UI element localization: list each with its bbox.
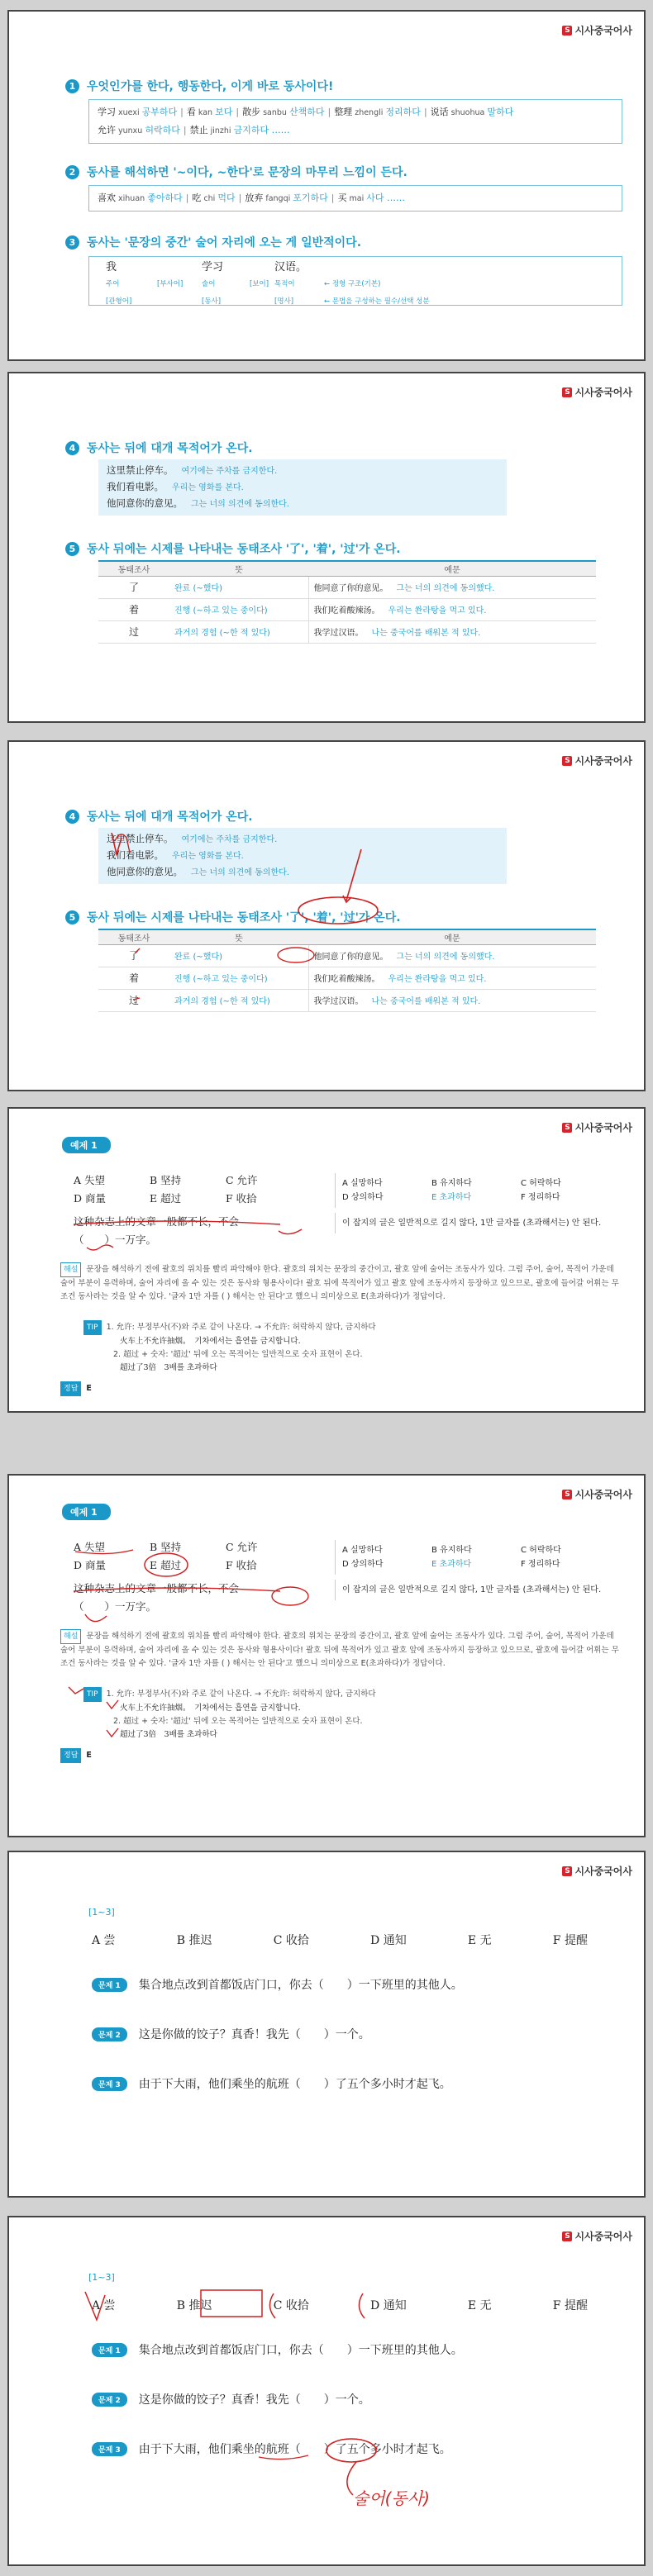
tips: TIP 1. 允许: 부정부사(不)와 주로 같이 나온다. → 不允许: 허락하지 않다, 금지하다 火车上不允许抽烟。 기차에서는 흡연을 금지합니다. 2. 超过 + 숫자: '超过' 뒤에 오는 목적어는 일반적으로 숫자 표현이 온다. 超过了3倍 3배를 초과하다 (83, 1687, 612, 1742)
question-range: [1~3] (88, 2272, 115, 2283)
section-heading-3: 3 동사는 '문장의 중간' 술어 자리에 오는 게 일반적이다. (65, 234, 361, 250)
word-options: A 尝 B 推迟 C 收拾 D 通知 E 无 F 提醒 (92, 2299, 588, 2312)
table-row: 着 진행 (~하고 있는 중이다) 我们吃着酸辣汤。 우리는 쏸라탕을 먹고 있다. (98, 598, 596, 620)
verb-entry: 散步 sanbu 산책하다 (242, 107, 325, 117)
section-heading-4: 4 동사는 뒤에 대개 목적어가 온다. (65, 808, 253, 825)
question-2: 문제 2 这是你做的饺子？真香！我先（ ）一个。 (92, 2026, 370, 2042)
verb-examples-box-2: 喜欢 xihuan 좋아하다 | 吃 chi 먹다 | 放弃 fangqi 포기하다 | 买 mai 사다 …… (88, 185, 622, 211)
brand-logo: S 시사중국어사 (562, 1864, 632, 1878)
question-translation: 이 잡지의 글은 일반적으로 길지 않다, 1만 글자를 (초과해서는) 안 된다. (335, 1213, 624, 1233)
answer-choices-korean: A 실망하다 B 유지하다 C 허락하다 D 상의하다 E 초과하다 F 정리하다 (335, 1540, 624, 1575)
slide-practice (7, 1851, 646, 2198)
slide-verb-intro (7, 10, 646, 361)
table-row: 过 과거의 경험 (~한 적 있다) 我学过汉语。 나는 중국어를 배워본 적 있다. (98, 620, 596, 643)
explanation: 해설 문장을 해석하기 전에 괄호의 위치를 빨리 파악해야 한다. 괄호의 위치는 문장의 중간이고, 괄호 앞에 술어는 조동사가 있다. 그럼 주어, 술어, 목적어 가운데 술어 부분이 유력하며, 술어 자리에 올 수 있는 것은 동사와 형용사이다! 괄호 뒤에 목적어가 있고 괄호 앞에 조동사까지 등장하고 있으므로, 괄호에 들어갈 어휘는 무조건 동사라는 것을 알 수 있다. '글자 1만 자를 ( ) 해서는 안 된다'고 했으니 의미상으로 E(초과하다)가 정답이다. (60, 1629, 622, 1671)
slide-practice-annotated (7, 2216, 646, 2566)
example-badge: 예제 1 (62, 1504, 111, 1520)
particle-table: 동태조사 뜻 예문 了 완료 (~했다) 他同意了你的意见。 그는 너의 의견에 동의했다. 着 진행 (~하고 있는 중이다) 我们吃着酸辣汤。 우리는 쏸라탕을 먹고 있다. 过 과거의 경험 (~한 적 있다) 我学过汉语。 나는 중국어를 배워본 적 있다. (98, 929, 596, 1012)
section-heading-5: 5 동사 뒤에는 시제를 나타내는 동태조사 '了', '着', '过'가 온다. (65, 909, 401, 925)
question-3: 문제 3 由于下大雨，他们乘坐的航班（ ）了五个多小时才起飞。 (92, 2075, 451, 2092)
question-sentence: 这种杂志上的文章一般都不长，不会 （ ）一万字。 (74, 1215, 240, 1246)
verb-entry: 整理 zhengli 정리하다 (334, 107, 421, 117)
brand-logo: S 시사중국어사 (562, 1120, 632, 1134)
brand-logo: S 시사중국어사 (562, 2229, 632, 2243)
ink-arrow-head (343, 896, 351, 902)
brand-logo: S 시사중국어사 (562, 385, 632, 399)
answer: 정답 E (60, 1381, 622, 1396)
question-2: 문제 2 这是你做的饺子？真香！我先（ ）一个。 (92, 2391, 370, 2407)
verb-entry: 放弃 fangqi 포기하다 (245, 192, 328, 203)
verb-examples-box-1: 学习 xuexi 공부하다 | 看 kan 보다 | 散步 sanbu 산책하다 | 整理 zhengli 정리하다 | 说话 shuohua 말하다 允许 yunxu 허락하다 | 禁止 jinzhi 금지하다 …… (88, 99, 622, 144)
answer-choices: A 失望 B 坚持 C 允许 D 商量 E 超过 F 收拾 (74, 1541, 258, 1571)
structure-table: 我 学习 汉语。 주어 [부사어] 술어 [보어] 목적어 ← 정형 구조(기본) [관형어] [동사] [명사] ← 문법을 구성하는 필수/선택 성분 (106, 261, 430, 306)
section-heading-1: 1 우엇인가를 한다, 행동한다, 이게 바로 동사이다! (65, 78, 333, 94)
question-translation: 이 잡지의 글은 일반적으로 길지 않다, 1만 글자를 (초과해서는) 안 된다. (335, 1580, 624, 1600)
verb-entry: 喜欢 xihuan 좋아하다 (98, 192, 183, 203)
brand-logo: S 시사중국어사 (562, 23, 632, 37)
sentence-structure-box (88, 256, 622, 306)
slide-object-particles (7, 372, 646, 723)
section-heading-4: 4 동사는 뒤에 대개 목적어가 온다. (65, 440, 253, 456)
slide-example-1-annotated (7, 1474, 646, 1837)
table-row: 了 완료 (~했다) 他同意了你的意见。 그는 너의 의견에 동의했다. (98, 944, 596, 967)
example-badge: 예제 1 (62, 1137, 111, 1153)
table-row: 着 진행 (~하고 있는 중이다) 我们吃着酸辣汤。 우리는 쏸라탕을 먹고 있다. (98, 967, 596, 989)
answer-choices: A 失望 B 坚持 C 允许 D 商量 E 超过 F 收拾 (74, 1174, 258, 1205)
verb-entry: 禁止 jinzhi 금지하다 …… (189, 125, 290, 135)
question-1: 문제 1 集合地点改到首都饭店门口，你去（ ）一下班里的其他人。 (92, 2341, 463, 2358)
brand-logo: S 시사중국어사 (562, 753, 632, 768)
word-options: A 尝 B 推迟 C 收拾 D 通知 E 无 F 提醒 (92, 1934, 588, 1947)
handwritten-note: 술어(동사) (353, 2488, 430, 2508)
object-examples: 这里禁止停车。 여기에는 주차를 금지한다. 我们看电影。 우리는 영화를 본다. 他同意你的意见。 그는 너의 의견에 동의한다. (98, 828, 507, 884)
question-sentence: 这种杂志上的文章一般都不长，不会 （ ）一万字。 (74, 1582, 240, 1613)
table-row: 了 완료 (~했다) 他同意了你的意见。 그는 너의 의견에 동의했다. (98, 576, 596, 598)
tips: TIP 1. 允许: 부정부사(不)와 주로 같이 나온다. → 不允许: 허락하지 않다, 금지하다 火车上不允许抽烟。 기차에서는 흡연을 금지합니다. 2. 超过 + 숫자: '超过' 뒤에 오는 목적어는 일반적으로 숫자 표현이 온다. 超过了3倍 3배를 초과하다 (83, 1320, 612, 1375)
particle-table: 동태조사 뜻 예문 了 완료 (~했다) 他同意了你的意见。 그는 너의 의견에 동의했다. 着 진행 (~하고 있는 중이다) 我们吃着酸辣汤。 우리는 쏸라탕을 먹고 있다. 过 과거의 경험 (~한 적 있다) 我学过汉语。 나는 중국어를 배워본 적 있다. (98, 560, 596, 644)
slide-example-1 (7, 1107, 646, 1413)
slide-object-particles-annotated (7, 740, 646, 1091)
section-heading-5: 5 동사 뒤에는 시제를 나타내는 동태조사 '了', '着', '过'가 온다. (65, 540, 401, 557)
verb-entry: 学习 xuexi 공부하다 (98, 107, 178, 117)
verb-entry: 说话 shuohua 말하다 (430, 107, 514, 117)
question-range: [1~3] (88, 1907, 115, 1918)
explanation: 해설 문장을 해석하기 전에 괄호의 위치를 빨리 파악해야 한다. 괄호의 위치는 문장의 중간이고, 괄호 앞에 술어는 조동사가 있다. 그럼 주어, 술어, 목적어 가운데 술어 부분이 유력하며, 술어 자리에 올 수 있는 것은 동사와 형용사이다! 괄호 뒤에 목적어가 있고 괄호 앞에 조동사까지 등장하고 있으므로, 괄호에 들어갈 어휘는 무조건 동사라는 것을 알 수 있다. '글자 1만 자를 ( ) 해서는 안 된다'고 했으니 의미상으로 E(초과하다)가 정답이다. (60, 1262, 622, 1304)
answer: 정답 E (60, 1748, 622, 1763)
verb-entry: 看 kan 보다 (186, 107, 233, 117)
verb-entry: 吃 chi 먹다 (192, 192, 236, 203)
question-3: 문제 3 由于下大雨，他们乘坐的航班（ ）了五个多小时才起飞。 (92, 2441, 451, 2457)
question-1: 문제 1 集合地点改到首都饭店门口，你去（ ）一下班里的其他人。 (92, 1976, 463, 1993)
verb-entry: 买 mai 사다 …… (337, 192, 406, 203)
brand-logo: S 시사중국어사 (562, 1487, 632, 1501)
object-examples: 这里禁止停车。 여기에는 주차를 금지한다. 我们看电影。 우리는 영화를 본다. 他同意你的意见。 그는 너의 의견에 동의한다. (98, 459, 507, 516)
table-row: 过 과거의 경험 (~한 적 있다) 我学过汉语。 나는 중국어를 배워본 적 있다. (98, 989, 596, 1011)
verb-entry: 允许 yunxu 허락하다 (98, 125, 180, 135)
answer-choices-korean: A 실망하다 B 유지하다 C 허락하다 D 상의하다 E 초과하다 F 정리하다 (335, 1173, 624, 1208)
section-heading-2: 2 동사를 해석하면 '~이다, ~한다'로 문장의 마무리 느낌이 든다. (65, 164, 408, 180)
